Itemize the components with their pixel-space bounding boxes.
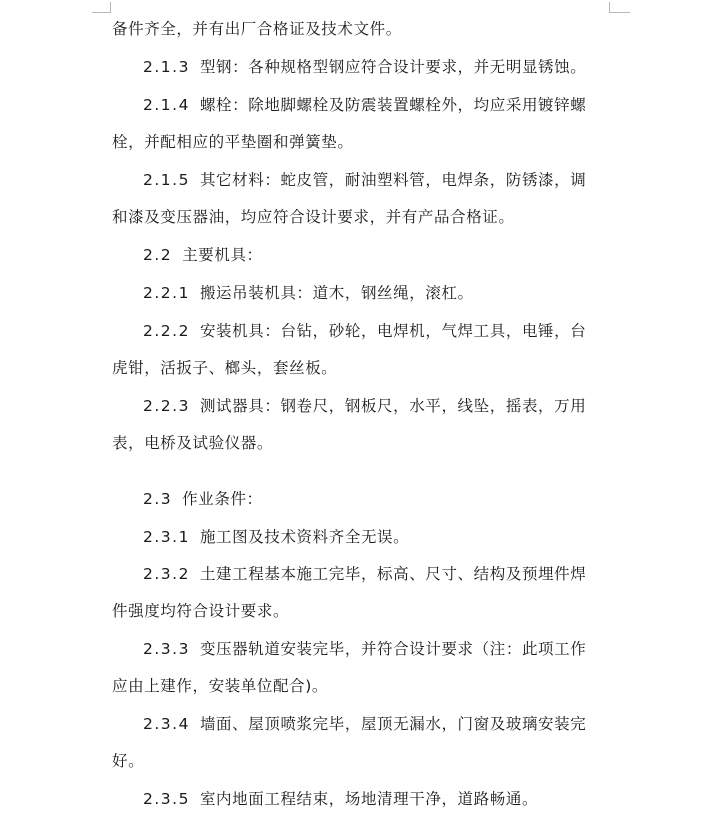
text-line: [112, 676, 612, 696]
section-2-3: [143, 489, 643, 509]
crop-mark-left: [92, 2, 111, 13]
section-2-2: [143, 245, 643, 265]
section-2-3-3: [143, 639, 643, 659]
section-2-3-5: [143, 789, 643, 809]
line-text: 室内地面工程结束，场地清理干净，道路畅通。: [199, 790, 539, 808]
line-text: 测试器具：钢卷尺，钢板尺，水平，线坠，摇表，万用: [199, 397, 587, 415]
text-line: [112, 751, 612, 771]
line-text: 搬运吊装机具：道木，钢丝绳，滚杠。: [199, 284, 474, 302]
section-number: 2.1.4: [143, 96, 190, 114]
line-text: 应由上建作，安装单位配合)。: [112, 677, 328, 695]
section-number: 2.3.5: [143, 790, 190, 808]
text-line: [112, 433, 612, 453]
section-number: 2.1.3: [143, 58, 190, 76]
crop-mark-right: [609, 2, 630, 13]
section-number: 2.3.1: [143, 528, 190, 546]
line-text: 其它材料：蛇皮管，耐油塑料管，电焊条，防锈漆，调: [199, 171, 587, 189]
section-number: 2.1.5: [143, 171, 190, 189]
section-2-1-3: [143, 57, 643, 77]
section-2-2-3: [143, 396, 643, 416]
section-2-2-1: [143, 283, 643, 303]
line-text: 好。: [112, 752, 145, 770]
text-line: [112, 19, 612, 39]
section-number: 2.2: [143, 246, 173, 264]
text-line: [112, 601, 612, 621]
line-text: 螺栓：除地脚螺栓及防震装置螺栓外，均应采用镀锌螺: [199, 96, 587, 114]
line-text: 备件齐全，并有出厂合格证及技术文件。: [112, 20, 402, 38]
line-text: 墙面、屋顶喷浆完毕，屋顶无漏水，门窗及玻璃安装完: [199, 715, 587, 733]
line-text: 和漆及变压器油，均应符合设计要求，并有产品合格证。: [112, 208, 515, 226]
section-2-1-5: [143, 170, 643, 190]
section-2-2-2: [143, 321, 643, 341]
section-number: 2.2.1: [143, 284, 190, 302]
section-2-3-4: [143, 714, 643, 734]
line-text: 型钢：各种规格型钢应符合设计要求，并无明显锈蚀。: [199, 58, 587, 76]
section-number: 2.3: [143, 490, 173, 508]
section-2-3-1: [143, 527, 643, 547]
text-line: [112, 207, 612, 227]
line-text: 安装机具：台钻，砂轮，电焊机，气焊工具，电锤，台: [199, 322, 587, 340]
line-text: 作业条件：: [182, 490, 263, 508]
section-2-3-2: [143, 564, 643, 584]
section-number: 2.3.4: [143, 715, 190, 733]
section-2-1-4: [143, 95, 643, 115]
line-text: 施工图及技术资料齐全无误。: [199, 528, 410, 546]
line-text: 变压器轨道安装完毕，并符合设计要求（注：此项工作: [199, 640, 587, 658]
line-text: 主要机具：: [182, 246, 263, 264]
text-line: [112, 132, 612, 152]
section-number: 2.2.3: [143, 397, 190, 415]
line-text: 栓，并配相应的平垫圈和弹簧垫。: [112, 133, 354, 151]
text-line: [112, 358, 612, 378]
line-text: 表，电桥及试验仪器。: [112, 434, 274, 452]
section-number: 2.3.2: [143, 565, 190, 583]
section-number: 2.3.3: [143, 640, 190, 658]
line-text: 土建工程基本施工完毕，标高、尺寸、结构及预埋件焊: [199, 565, 587, 583]
line-text: 件强度均符合设计要求。: [112, 602, 290, 620]
section-number: 2.2.2: [143, 322, 190, 340]
line-text: 虎钳，活扳子、榔头，套丝板。: [112, 359, 338, 377]
